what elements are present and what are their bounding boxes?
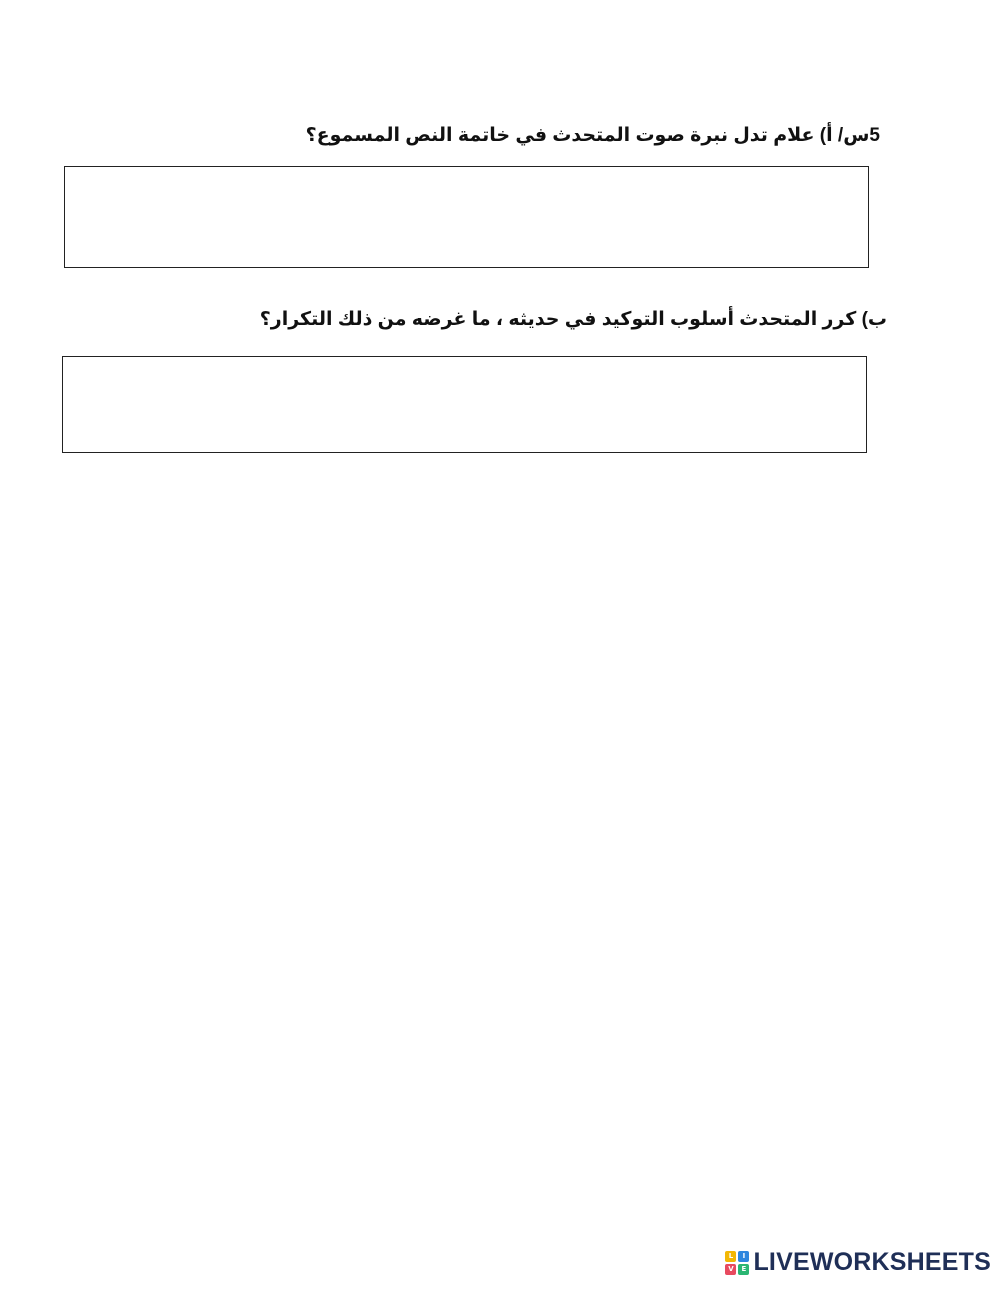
question-1-text: 5س/ أ) علام تدل نبرة صوت المتحدث في خاتمة النص المسموع؟ (305, 125, 880, 146)
logo-mark-icon (725, 1251, 749, 1275)
logo-tile-l: L (725, 1251, 736, 1262)
liveworksheets-logo (725, 1248, 991, 1277)
brand-name: LIVEWORKSHEETS (753, 1248, 991, 1276)
logo-tile-v: V (725, 1264, 736, 1275)
answer-box-2[interactable] (62, 356, 867, 453)
answer-box-1[interactable] (64, 166, 869, 268)
logo-tile-i: I (738, 1251, 749, 1262)
question-2-text: ب) كرر المتحدث أسلوب التوكيد في حديثه ، ما غرضه من ذلك التكرار؟ (259, 309, 887, 330)
logo-tile-e: E (738, 1264, 749, 1275)
